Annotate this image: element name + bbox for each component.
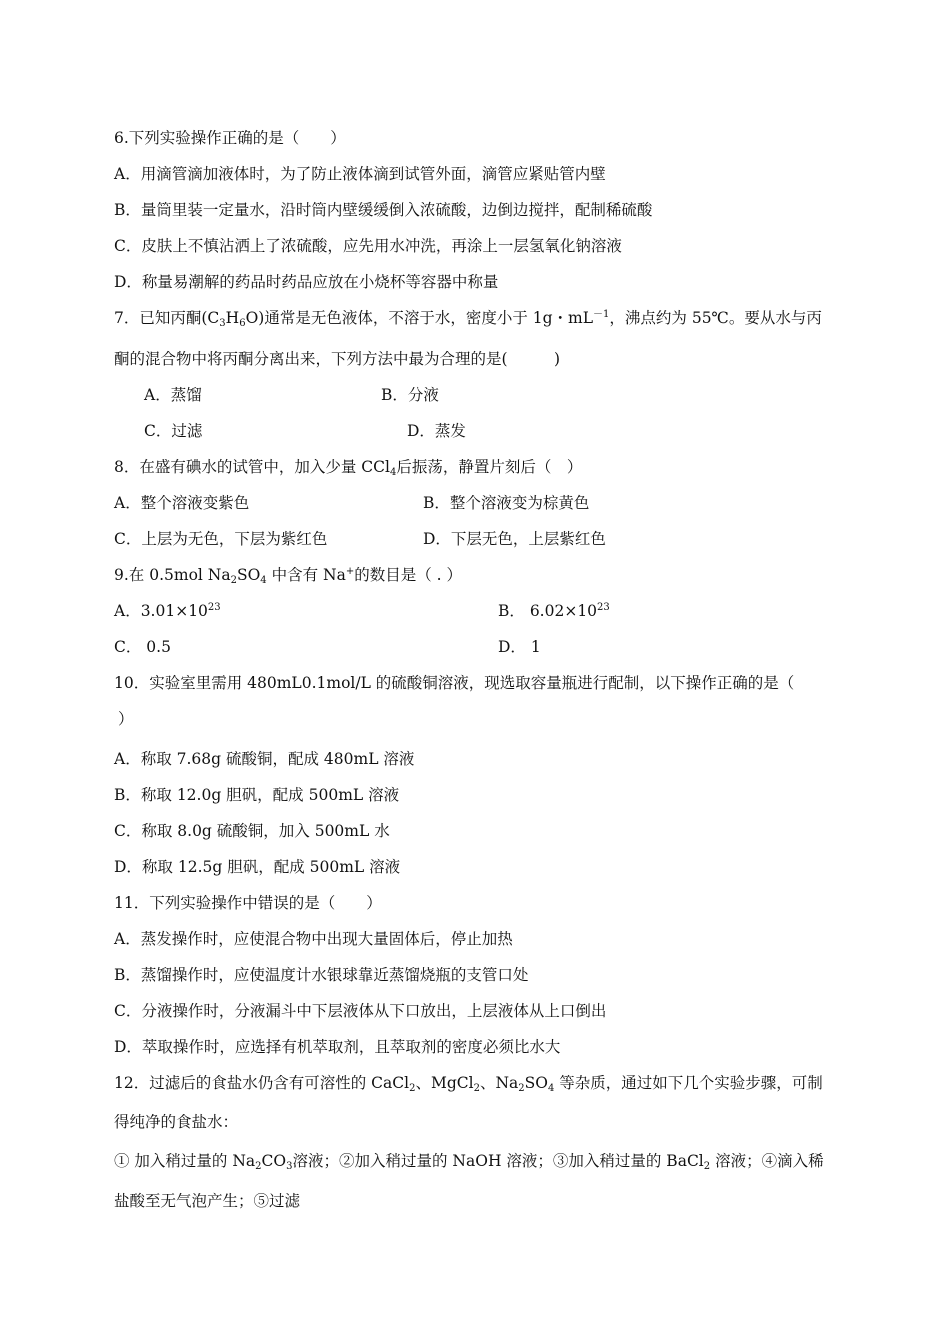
q8-option-a: A．整个溶液变紫色 <box>114 494 250 512</box>
q7-option-c: C．过滤 <box>144 422 203 440</box>
q12-stem-line1: 12．过滤后的食盐水仍含有可溶性的 CaCl$_2$、MgCl$_2$、$Na_2SO_4$ 等杂质，通过如下几个实验步骤，可制 <box>114 1074 823 1094</box>
q8-option-d: D．下层无色，上层紫红色 <box>423 530 606 548</box>
q10-stem-line1: 10．实验室里需用 480mL0.1mol/L 的硫酸铜溶液，现选取容量瓶进行配制，以下操作正确的是（ <box>114 674 795 692</box>
q9-option-c: C． 0.5 <box>114 638 171 656</box>
q12-steps-line1: ① 加入稍过量的 $Na_2CO_3$溶液；②加入稍过量的 NaOH 溶液；③加入稍过量的 BaCl$_2$ 溶液；④滴入稀 <box>114 1152 824 1172</box>
q7-option-a: A．蒸馏 <box>144 386 202 404</box>
q10-option-b: B．称取 12.0g 胆矾，配成 500mL 溶液 <box>114 786 400 804</box>
q8-option-b: B．整个溶液变为棕黄色 <box>423 494 590 512</box>
q7-option-b: B．分液 <box>381 386 439 404</box>
q11-stem: 11．下列实验操作中错误的是（ ） <box>114 894 382 912</box>
q9-option-b: B． $6.02\times 10^{23}$ <box>498 602 610 620</box>
q10-option-a: A．称取 7.68g 硫酸铜，配成 480mL 溶液 <box>114 750 415 768</box>
q11-option-a: A．蒸发操作时，应使混合物中出现大量固体后，停止加热 <box>114 930 513 948</box>
q10-option-d: D．称取 12.5g 胆矾，配成 500mL 溶液 <box>114 858 401 876</box>
q10-stem-line2: ） <box>118 710 134 728</box>
q6-option-d: D．称量易潮解的药品时药品应放在小烧杯等容器中称量 <box>114 273 499 291</box>
q11-option-b: B．蒸馏操作时，应使温度计水银球靠近蒸馏烧瓶的支管口处 <box>114 966 529 984</box>
q12-steps-line2: 盐酸至无气泡产生；⑤过滤 <box>114 1192 301 1210</box>
q7-option-d: D．蒸发 <box>407 422 466 440</box>
q11-option-d: D．萃取操作时，应选择有机萃取剂，且萃取剂的密度必须比水大 <box>114 1038 561 1056</box>
q10-option-c: C．称取 8.0g 硫酸铜，加入 500mL 水 <box>114 822 390 840</box>
q6-option-c: C．皮肤上不慎沾洒上了浓硫酸，应先用水冲洗，再涂上一层氢氧化钠溶液 <box>114 237 622 255</box>
q7-stem-line1: 7．已知丙酮$(C_3H_6O)$通常是无色液体，不溶于水，密度小于 1g・$mL^{-1}$，沸点约为 55℃。要从水与丙 <box>114 309 822 329</box>
q9-option-d: D． 1 <box>498 638 541 656</box>
q9-stem: 9.在 0.5mol $Na_2SO_4$ 中含有 Na+的数目是（ . ） <box>114 566 463 586</box>
q6-stem: 6.下列实验操作正确的是（ ） <box>114 129 346 147</box>
q12-stem-line2: 得纯净的食盐水： <box>114 1113 239 1131</box>
q11-option-c: C．分液操作时，分液漏斗中下层液体从下口放出，上层液体从上口倒出 <box>114 1002 607 1020</box>
q8-option-c: C．上层为无色，下层为紫红色 <box>114 530 328 548</box>
q7-stem-line2: 酮的混合物中将丙酮分离出来，下列方法中最为合理的是( ) <box>114 350 561 368</box>
q9-option-a: A．$3.01\times 10^{23}$ <box>114 602 221 620</box>
q6-option-a: A．用滴管滴加液体时，为了防止液体滴到试管外面，滴管应紧贴管内壁 <box>114 165 606 183</box>
q6-option-b: B．量筒里装一定量水，沿时筒内壁缓缓倒入浓硫酸，边倒边搅拌，配制稀硫酸 <box>114 201 653 219</box>
q8-stem: 8．在盛有碘水的试管中，加入少量 CCl$_4$后振荡，静置片刻后（ ） <box>114 458 583 478</box>
